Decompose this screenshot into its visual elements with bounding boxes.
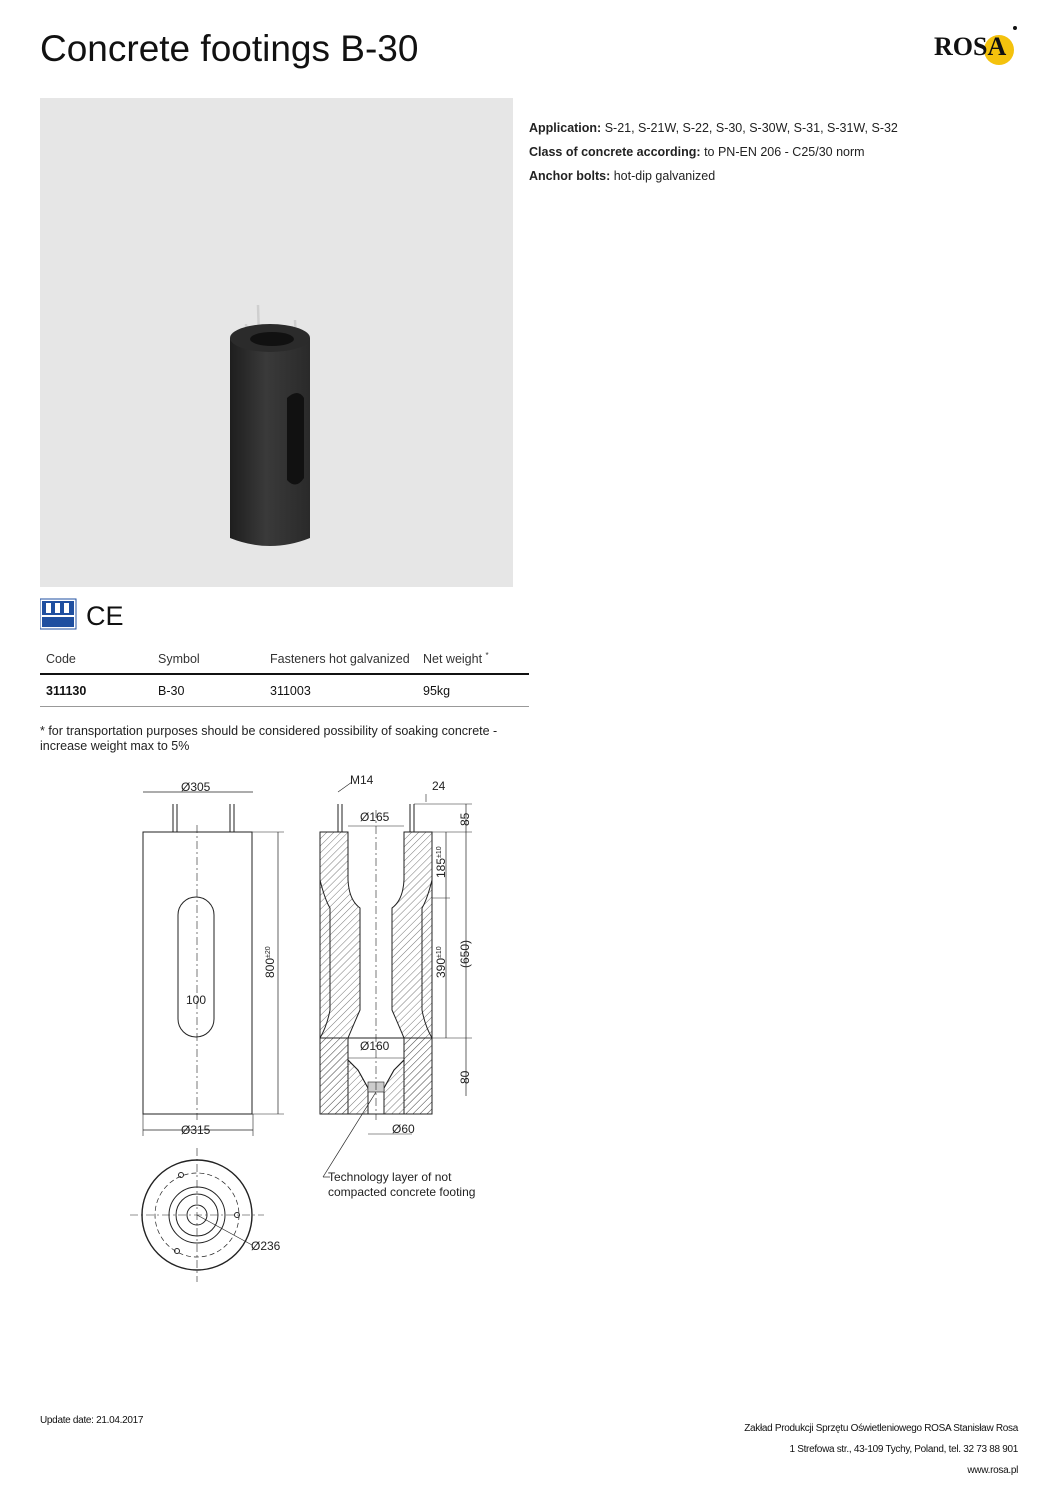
- cell-code: 311130: [40, 674, 152, 707]
- section-view: [320, 782, 472, 1177]
- tech-note-line1: Technology layer of not: [328, 1170, 452, 1184]
- dim-d160: Ø160: [360, 1039, 390, 1053]
- col-symbol: Symbol: [152, 647, 264, 674]
- col-fasteners: Fasteners hot galvanized: [264, 647, 417, 674]
- company-name: Zakład Produkcji Sprzętu Oświetleniowego ROSA Stanisław Rosa: [744, 1423, 1018, 1434]
- dim-d305: Ø305: [181, 780, 211, 794]
- dim-185: $185^{\pm 10}$: [434, 846, 448, 878]
- dim-slot: 100: [186, 993, 207, 1007]
- spec-concrete-class: Class of concrete according: to PN-EN 206 - C25/30 norm: [529, 145, 865, 159]
- dim-d60: Ø60: [392, 1122, 415, 1136]
- dim-80: 80: [458, 1070, 472, 1084]
- table-row: [40, 674, 529, 707]
- certification-marks: [40, 598, 140, 630]
- dim-d315: Ø315: [181, 1123, 211, 1137]
- footnote: * for transportation purposes should be considered possibility of soaking concrete - increase weight max to 5%: [40, 724, 498, 753]
- product-table: [40, 647, 529, 707]
- rosa-logo: [930, 20, 1030, 70]
- dim-d165: Ø165: [360, 810, 390, 824]
- spec-list: [529, 116, 898, 188]
- footing-render: [40, 98, 513, 587]
- col-code: Code: [40, 647, 152, 674]
- dim-24: 24: [432, 779, 446, 793]
- ce-mark: CE: [86, 601, 124, 630]
- update-date: Update date: 21.04.2017: [40, 1415, 144, 1426]
- col-weight: Net weight *: [417, 647, 529, 674]
- cell-symbol: B-30: [152, 674, 264, 707]
- cell-weight: 95kg: [417, 674, 529, 707]
- spec-application: Application: S-21, S-21W, S-22, S-30, S-30W, S-31, S-31W, S-32: [529, 121, 898, 135]
- company-website[interactable]: www.rosa.pl: [967, 1465, 1018, 1476]
- spec-anchor-bolts: Anchor bolts: hot-dip galvanized: [529, 169, 716, 183]
- company-street: 1 Strefowa str., 43-109 Tychy, Poland, tel. 32 73 88 901: [789, 1444, 1018, 1455]
- page-title: Concrete footings B-30: [40, 28, 419, 69]
- top-view: [130, 1148, 264, 1282]
- dim-height: $800^{\pm 20}$: [263, 946, 277, 978]
- dim-m14: M14: [350, 773, 374, 787]
- company-address: [744, 1418, 1018, 1481]
- product-photo: [40, 98, 513, 587]
- dim-85: 85: [458, 812, 472, 826]
- quality-control-icon: [40, 599, 76, 629]
- dim-d236: Ø236: [251, 1239, 281, 1253]
- dim-390: $390^{\pm 10}$: [434, 946, 448, 978]
- tech-note-line2: compacted concrete footing: [328, 1185, 476, 1199]
- cell-fasteners: 311003: [264, 674, 417, 707]
- logo-text: ROSA: [934, 32, 1007, 61]
- table-header-row: [40, 647, 529, 674]
- dim-650: (650): [458, 939, 472, 968]
- technical-drawing: [120, 770, 520, 1290]
